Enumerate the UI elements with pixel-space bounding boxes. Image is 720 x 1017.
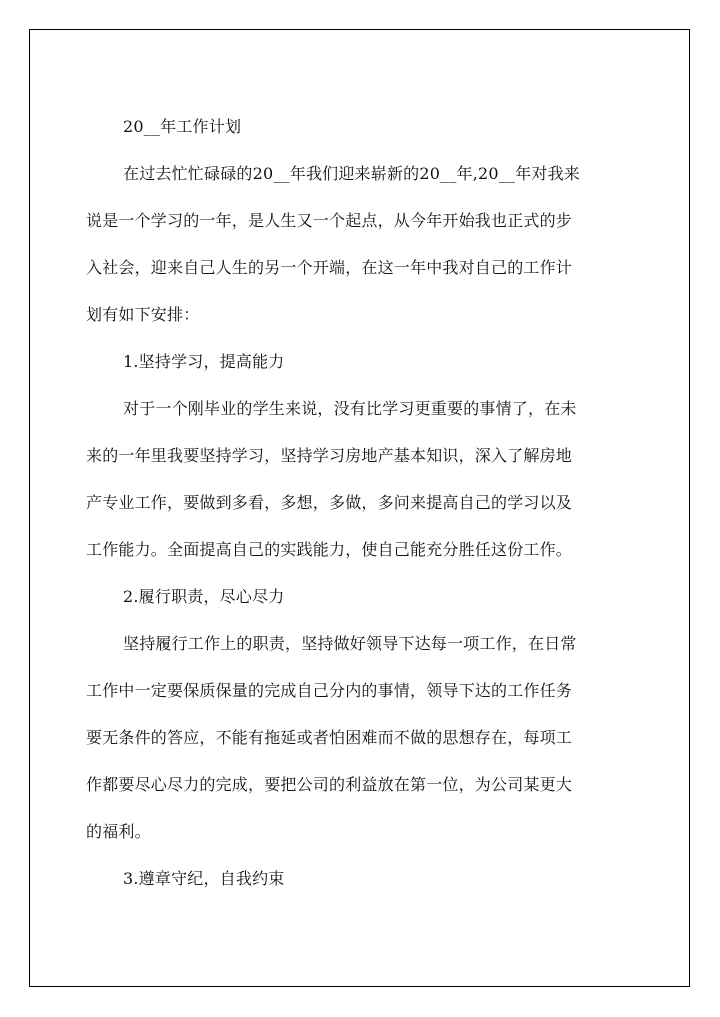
- section-1-heading: 1.坚持学习，提高能力: [123, 352, 285, 371]
- section-2-line-2: 工作中一定要保质保量的完成自己分内的事情，领导下达的工作任务: [86, 681, 573, 700]
- section-2-line-3: 要无条件的答应，不能有拖延或者怕困难而不做的思想存在，每项工: [86, 728, 573, 747]
- intro-line-4: 划有如下安排：: [86, 305, 200, 324]
- document-page: [29, 29, 690, 987]
- intro-line-2: 说是一个学习的一年，是人生又一个起点，从今年开始我也正式的步: [86, 211, 573, 230]
- intro-line-3: 入社会，迎来自己人生的另一个开端，在这一年中我对自己的工作计: [86, 258, 573, 277]
- section-2-line-4: 作都要尽心尽力的完成，要把公司的利益放在第一位，为公司某更大: [86, 775, 573, 794]
- section-2-heading: 2.履行职责，尽心尽力: [123, 587, 285, 606]
- section-2-line-5: 的福利。: [86, 822, 151, 841]
- section-1-line-4: 工作能力。全面提高自己的实践能力，使自己能充分胜任这份工作。: [86, 540, 573, 559]
- section-2-line-1: 坚持履行工作上的职责，坚持做好领导下达每一项工作，在日常: [123, 634, 577, 653]
- section-1-line-2: 来的一年里我要坚持学习，坚持学习房地产基本知识，深入了解房地: [86, 446, 573, 465]
- section-3-heading: 3.遵章守纪，自我约束: [123, 869, 285, 888]
- document-title: 20__年工作计划: [123, 117, 242, 136]
- section-1-line-3: 产专业工作，要做到多看，多想，多做，多问来提高自己的学习以及: [86, 493, 573, 512]
- intro-line-1: 在过去忙忙碌碌的20__年我们迎来崭新的20__年,20__年对我来: [123, 164, 580, 183]
- document-body: [86, 103, 663, 902]
- section-1-line-1: 对于一个刚毕业的学生来说，没有比学习更重要的事情了，在未: [123, 399, 577, 418]
